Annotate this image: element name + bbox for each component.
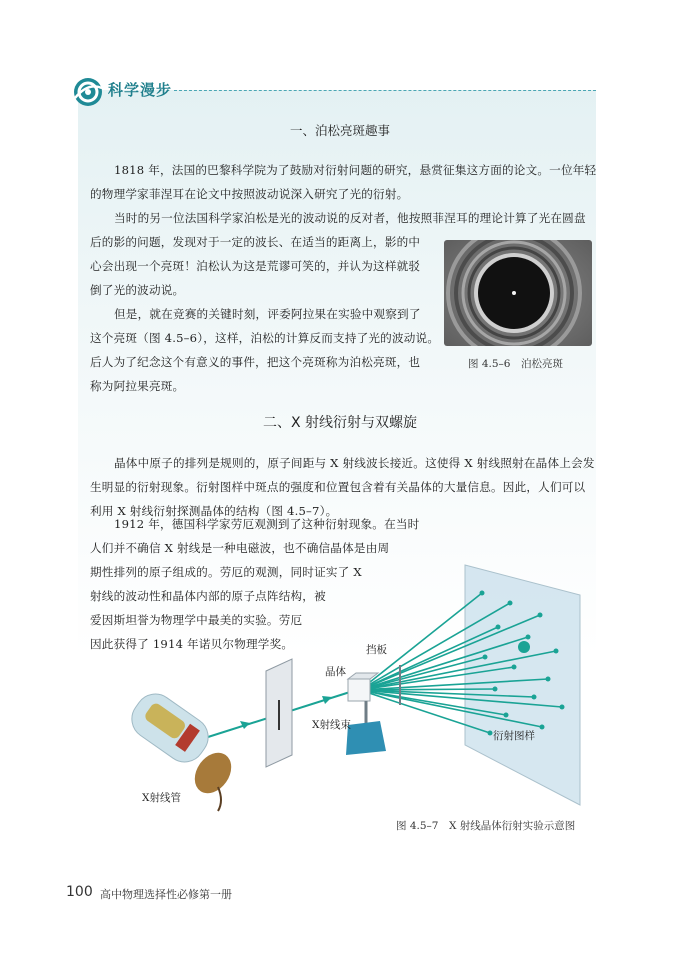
text-line: 称为阿拉果亮斑。 xyxy=(90,379,185,393)
section1-title: 一、泊松亮斑趣事 xyxy=(289,123,390,138)
text-line: 爱因斯坦誉为物理学中最美的实验。劳厄 xyxy=(90,613,303,627)
crystal-stand xyxy=(346,721,386,755)
crystal xyxy=(348,679,370,701)
text-line: 1818 年，法国的巴黎科学院为了鼓励对衍射问题的研究，悬赏征集这方面的论文。一位年轻 xyxy=(114,163,597,177)
text-line: 但是，就在竞赛的关键时刻，评委阿拉果在实验中观察到了 xyxy=(114,307,421,321)
label-xray-tube: X射线管 xyxy=(142,792,181,804)
header-title: 科学漫步 xyxy=(108,81,173,99)
text-line: 后的影的问题，发现对于一定的波长、在适当的距离上，影的中 xyxy=(90,235,421,249)
label-crystal: 晶体 xyxy=(325,666,346,678)
diffraction-screen xyxy=(465,565,580,805)
text-line: 后人为了纪念这个有意义的事件，把这个亮斑称为泊松亮斑，也 xyxy=(90,355,421,369)
poisson-spot-photo xyxy=(444,240,592,346)
text-line: 生明显的衍射现象。衍射图样中斑点的强度和位置包含着有关晶体的大量信息。因此，人们可以 xyxy=(90,480,586,494)
text-line: 1912 年，德国科学家劳厄观测到了这种衍射现象。在当时 xyxy=(114,517,420,531)
section1-paragraph-3 xyxy=(90,302,440,398)
book-title: 高中物理选择性必修第一册 xyxy=(100,888,232,901)
science-walk-icon xyxy=(72,76,104,112)
text-line: 当时的另一位法国科学家泊松是光的波动说的反对者，他按照菲涅耳的理论计算了光在圆盘 xyxy=(114,211,586,225)
text-line: 期性排列的原子组成的。劳厄的观测，同时证实了 X xyxy=(90,565,362,579)
page-number: 100 xyxy=(66,884,93,900)
header-rule xyxy=(174,90,596,91)
text-line: 因此获得了 1914 年诺贝尔物理学奖。 xyxy=(90,637,294,651)
xray-diffraction-diagram xyxy=(110,555,590,819)
text-line: 心会出现一个亮斑！泊松认为这是荒谬可笑的，并认为这样就驳 xyxy=(90,259,421,273)
text-line: 倒了光的波动说。 xyxy=(90,283,185,297)
label-shield: 挡板 xyxy=(366,644,387,656)
figure-caption-4-5-7: 图 4.5–7 X 射线晶体衍射实验示意图 xyxy=(396,820,576,832)
section2-title: 二、X 射线衍射与双螺旋 xyxy=(262,415,418,431)
text-line: 晶体中原子的排列是规则的，原子间距与 X 射线波长接近。这使得 X 射线照射在晶体上会发 xyxy=(114,456,595,470)
figure-caption-4-5-6: 图 4.5–6 泊松亮斑 xyxy=(468,358,563,370)
text-line: 的物理学家菲涅耳在论文中按照波动说深入研究了光的衍射。 xyxy=(90,187,409,201)
text-line: 这个亮斑（图 4.5–6），这样，泊松的计算反而支持了光的波动说。 xyxy=(90,331,440,345)
label-xray-beam: X射线束 xyxy=(312,719,351,731)
label-diffraction-pattern: 衍射图样 xyxy=(493,730,535,742)
section1-paragraph-1 xyxy=(90,158,597,206)
text-line: 人们并不确信 X 射线是一种电磁波，也不确信晶体是由周 xyxy=(90,541,390,555)
text-line: 射线的波动性和晶体内部的原子点阵结构，被 xyxy=(90,589,326,603)
text-line: 利用 X 射线衍射探测晶体的结构（图 4.5–7）。 xyxy=(90,504,338,518)
